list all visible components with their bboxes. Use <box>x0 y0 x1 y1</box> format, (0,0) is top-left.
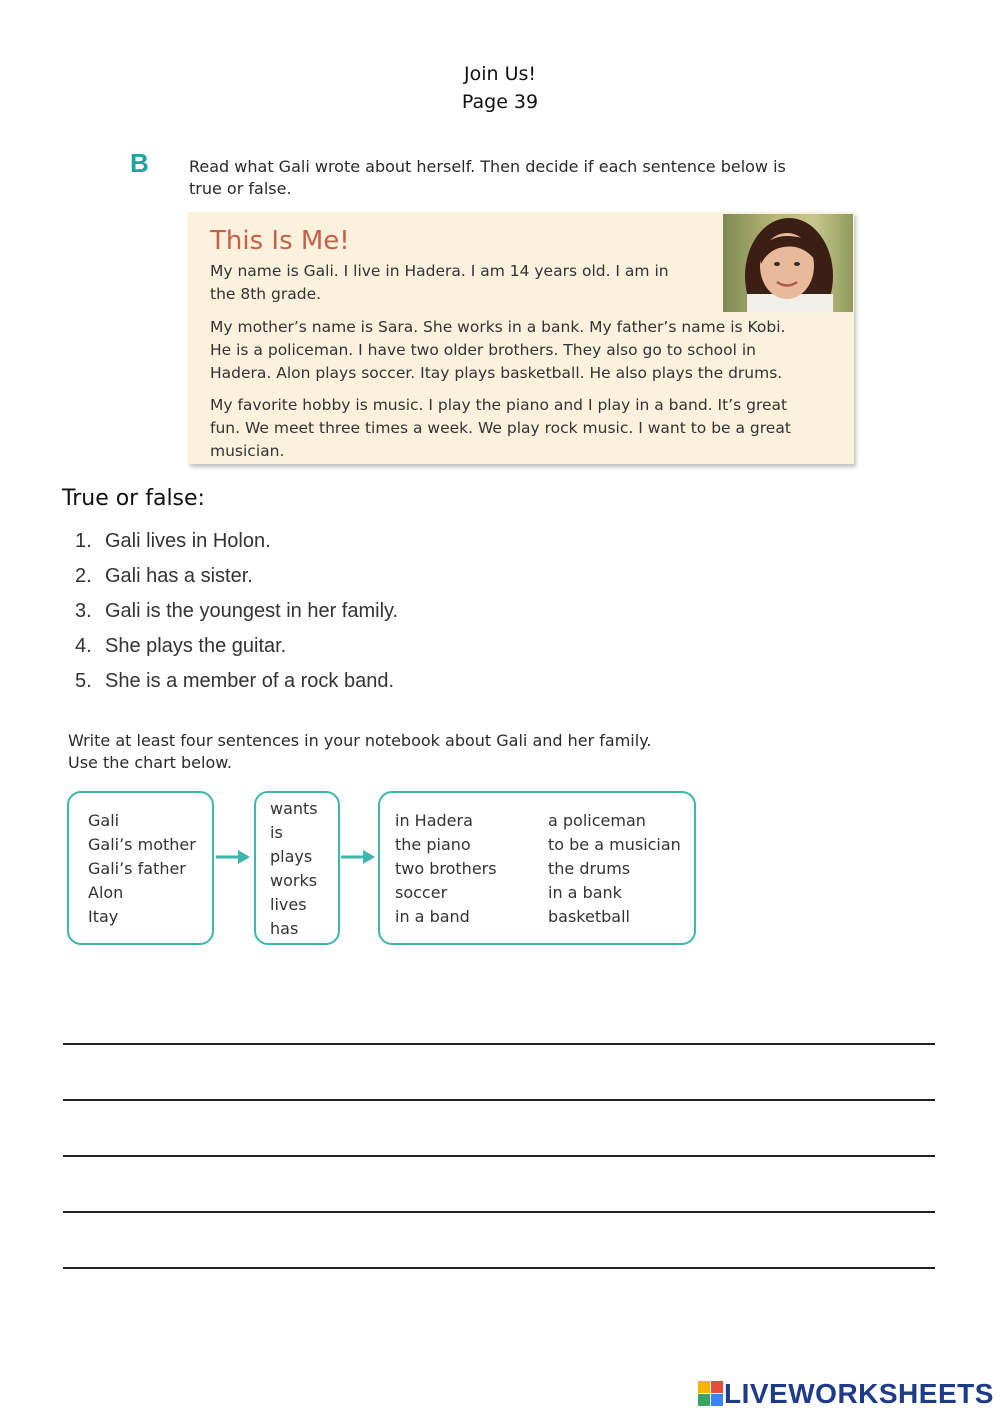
complements-right-list <box>548 809 681 929</box>
complement-item: the piano <box>395 835 471 854</box>
reading-passage-box <box>188 212 854 464</box>
item-text: Gali has a sister. <box>105 565 253 587</box>
complement-item: in a band <box>395 907 470 926</box>
page-header <box>0 60 1000 116</box>
paragraph-2 <box>210 316 850 385</box>
page-number: Page 39 <box>461 91 539 113</box>
true-false-title: True or false: <box>62 486 205 511</box>
paragraph-1 <box>210 260 710 306</box>
item-text: She plays the guitar. <box>105 635 287 657</box>
item-text: Gali is the youngest in her family. <box>105 600 399 622</box>
complement-item: in a bank <box>548 883 622 902</box>
instruction-line: Write at least four sentences in your notebook about Gali and her family. <box>68 731 652 750</box>
text-line: My name is Gali. I live in Hadera. I am 14 years old. I am in <box>210 262 669 280</box>
verb-item: lives <box>270 895 307 914</box>
item-text: Gali lives in Holon. <box>105 530 271 552</box>
subjects-box <box>67 791 214 945</box>
complement-item: basketball <box>548 907 630 926</box>
complement-item: two brothers <box>395 859 497 878</box>
instruction-line: Use the chart below. <box>68 753 232 772</box>
complement-item: to be a musician <box>548 835 681 854</box>
subject-item: Itay <box>88 907 119 926</box>
verb-item: wants <box>270 799 318 818</box>
logo-text: LIVEWORKSHEETS <box>724 1378 994 1409</box>
list-item <box>75 594 398 629</box>
item-number: 1. <box>75 530 92 552</box>
portrait-image <box>723 214 853 312</box>
text-line: My favorite hobby is music. I play the piano and I play in a band. It’s great <box>210 396 788 414</box>
liveworksheets-logo-icon <box>698 1381 724 1407</box>
book-title: Join Us! <box>463 63 536 85</box>
list-item <box>75 629 398 664</box>
list-item <box>75 559 398 594</box>
reading-title: This Is Me! <box>210 226 350 256</box>
complement-item: in Hadera <box>395 811 473 830</box>
complement-item: soccer <box>395 883 448 902</box>
answer-line[interactable] <box>63 1267 935 1269</box>
girl-photo <box>723 214 853 312</box>
complements-left-list <box>395 809 497 929</box>
liveworksheets-logo <box>698 1377 994 1411</box>
list-item <box>75 664 398 699</box>
complements-box <box>378 791 696 945</box>
true-false-list <box>75 524 398 699</box>
complement-item: the drums <box>548 859 631 878</box>
item-number: 3. <box>75 600 92 622</box>
answer-line[interactable] <box>63 1211 935 1213</box>
text-line: fun. We meet three times a week. We play rock music. I want to be a great <box>210 419 791 437</box>
subject-item: Gali <box>88 811 120 830</box>
subject-item: Alon <box>88 883 124 902</box>
verbs-list <box>270 797 318 941</box>
instruction-line: true or false. <box>189 179 292 198</box>
arrow-right-icon <box>214 847 254 867</box>
subjects-list <box>88 809 196 929</box>
answer-line[interactable] <box>63 1043 935 1045</box>
arrow-right-icon <box>339 847 379 867</box>
text-line: musician. <box>210 442 285 460</box>
verb-item: works <box>270 871 318 890</box>
subject-item: Gali’s mother <box>88 835 196 854</box>
verbs-box <box>254 791 340 945</box>
verb-item: is <box>270 823 283 842</box>
text-line: Hadera. Alon plays soccer. Itay plays basketball. He also plays the drums. <box>210 364 783 382</box>
text-line: My mother’s name is Sara. She works in a bank. My father’s name is Kobi. <box>210 318 786 336</box>
text-line: He is a policeman. I have two older brothers. They also go to school in <box>210 341 757 359</box>
complement-item: a policeman <box>548 811 646 830</box>
answer-line[interactable] <box>63 1099 935 1101</box>
section-letter: B <box>130 148 149 178</box>
verb-item: has <box>270 919 299 938</box>
answer-line[interactable] <box>63 1155 935 1157</box>
item-number: 2. <box>75 565 92 587</box>
item-text: She is a member of a rock band. <box>105 670 395 692</box>
list-item <box>75 524 398 559</box>
verb-item: plays <box>270 847 313 866</box>
section-b-instructions <box>189 156 829 200</box>
text-line: the 8th grade. <box>210 285 322 303</box>
write-instructions <box>68 730 768 774</box>
paragraph-3 <box>210 394 850 463</box>
item-number: 4. <box>75 635 92 657</box>
subject-item: Gali’s father <box>88 859 186 878</box>
instruction-line: Read what Gali wrote about herself. Then decide if each sentence below is <box>189 157 786 176</box>
item-number: 5. <box>75 670 92 692</box>
